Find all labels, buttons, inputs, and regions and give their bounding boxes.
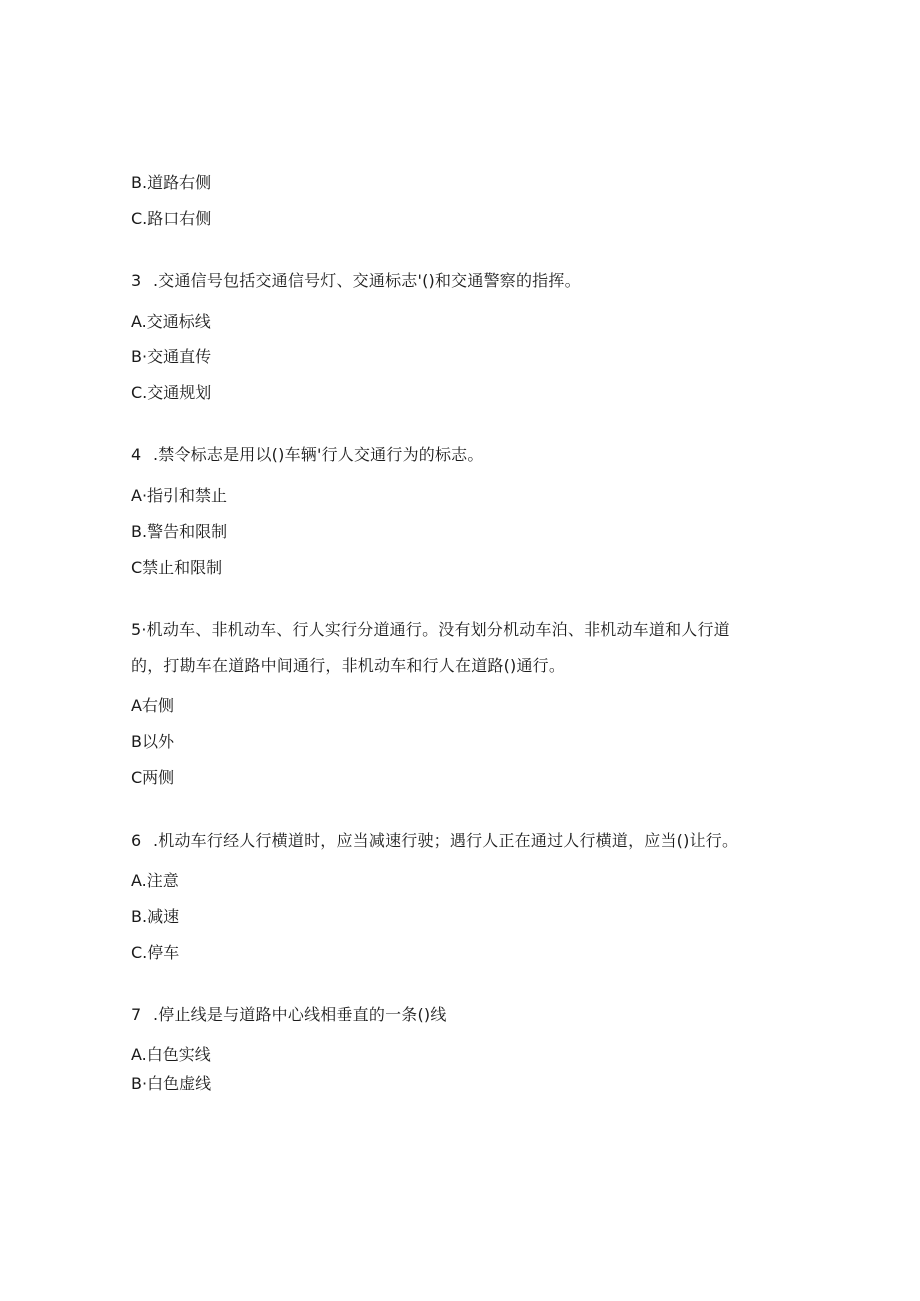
option-2b: B.道路右侧	[131, 173, 212, 192]
option-5c: C两侧	[131, 768, 175, 787]
option-5b: B以外	[131, 732, 174, 751]
option-3b: B·交通直传	[131, 347, 212, 366]
question-4	[131, 445, 484, 465]
option-2c: C.路口右侧	[131, 209, 212, 228]
option-7a: A.白色实线	[131, 1045, 211, 1064]
option-4c: C禁止和限制	[131, 558, 223, 577]
question-7	[131, 1005, 447, 1025]
option-6c: C.停车	[131, 943, 180, 962]
question-6	[131, 831, 738, 851]
question-5-line-2: 的，打勘车在道路中间通行，非机动车和行人在道路()通行。	[131, 656, 566, 675]
question-number: 6	[131, 831, 142, 850]
question-number: 7	[131, 1005, 142, 1024]
option-3c: C.交通规划	[131, 383, 212, 402]
question-number: 4	[131, 445, 142, 464]
question-number: 3	[131, 271, 142, 290]
option-5a: A右侧	[131, 696, 174, 715]
option-6a: A.注意	[131, 871, 179, 890]
question-text: .机动车行经人行横道时，应当减速行驶；遇行人正在通过人行横道，应当()让行。	[153, 831, 739, 850]
option-4b: B.警告和限制	[131, 522, 228, 541]
question-5-line-1: 5·机动车、非机动车、行人实行分道通行。没有划分机动车泊、非机动车道和人行道	[131, 620, 730, 639]
option-4a: A·指引和禁止	[131, 486, 228, 505]
option-6b: B.减速	[131, 907, 180, 926]
question-text: .交通信号包括交通信号灯、交通标志'()和交通警察的指挥。	[153, 271, 581, 290]
option-7b: B·白色虚线	[131, 1074, 212, 1093]
option-3a: A.交通标线	[131, 312, 211, 331]
question-3	[131, 271, 581, 291]
question-text: .禁令标志是用以()车辆'行人交通行为的标志。	[153, 445, 484, 464]
question-text: .停止线是与道路中心线相垂直的一条()线	[153, 1005, 447, 1024]
